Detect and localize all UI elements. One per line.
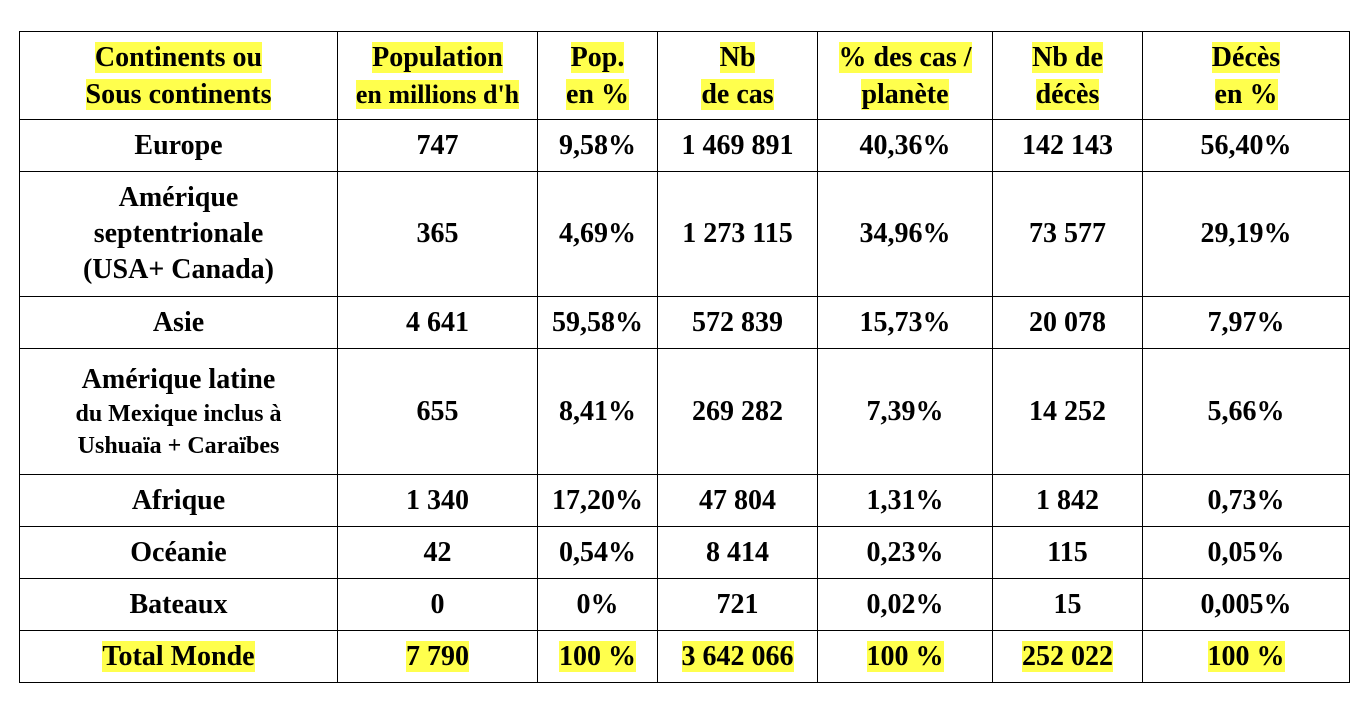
deaths-cell: 14 252 [993,349,1143,475]
header-pop-pct-line1: Pop. [570,41,625,73]
header-continents [20,32,338,120]
region-cell [20,120,338,172]
region-label-line2: septentrionale [93,218,264,249]
cases-cell: 1 469 891 [658,120,818,172]
header-deaths-pct-line1: Décès [1211,41,1281,73]
cases-cell: 1 273 115 [658,172,818,297]
deaths-cell: 142 143 [993,120,1143,172]
cases-pct-cell: 1,31% [818,475,993,527]
region-label-line3: (USA+ Canada) [83,254,274,285]
total-cases: 3 642 066 [681,640,794,672]
cases-cell: 721 [658,579,818,631]
pop-pct-cell: 4,69% [538,172,658,297]
deaths-pct-cell: 29,19% [1143,172,1350,297]
header-cases [658,32,818,120]
deaths-cell: 115 [993,527,1143,579]
cases-pct-cell: 40,36% [818,120,993,172]
deaths-cell: 1 842 [993,475,1143,527]
header-population-line1: Population [372,41,503,73]
total-population-cell [338,631,538,683]
total-population: 7 790 [406,640,469,672]
deaths-pct-cell: 0,005% [1143,579,1350,631]
region-label-line2: du Mexique inclus à [75,400,282,427]
cases-pct-cell: 15,73% [818,297,993,349]
covid-stats-table [19,31,1350,683]
header-cases-pct-line1: % des cas / [838,41,972,73]
population-cell: 0 [338,579,538,631]
cases-pct-cell: 7,39% [818,349,993,475]
region-cell [20,579,338,631]
region-label: Afrique [131,484,226,516]
deaths-pct-cell: 0,73% [1143,475,1350,527]
deaths-cell: 73 577 [993,172,1143,297]
region-label-line1: Amérique latine [81,363,276,395]
deaths-pct-cell: 0,05% [1143,527,1350,579]
total-pop-pct: 100 % [559,640,636,672]
pop-pct-cell: 17,20% [538,475,658,527]
region-cell [20,527,338,579]
region-cell [20,349,338,475]
table-row-latin-america [20,349,1350,475]
header-deaths-pct-line2: en % [1214,78,1278,110]
population-cell: 655 [338,349,538,475]
region-cell [20,475,338,527]
pop-pct-cell: 59,58% [538,297,658,349]
total-cases-pct-cell [818,631,993,683]
header-deaths-line1: Nb de [1032,41,1103,73]
deaths-pct-cell: 5,66% [1143,349,1350,475]
deaths-cell: 20 078 [993,297,1143,349]
header-pop-pct [538,32,658,120]
total-cases-cell [658,631,818,683]
pop-pct-cell: 0,54% [538,527,658,579]
population-cell: 365 [338,172,538,297]
pop-pct-cell: 9,58% [538,120,658,172]
table-row-asia [20,297,1350,349]
region-label: Europe [134,129,223,161]
header-deaths-pct [1143,32,1350,120]
header-deaths [993,32,1143,120]
header-continents-line1: Continents ou [94,41,263,73]
region-label: Océanie [130,536,227,568]
cases-cell: 269 282 [658,349,818,475]
total-label-cell [20,631,338,683]
table-row-total [20,631,1350,683]
header-cases-pct-line2: planète [861,78,949,110]
table-row-africa [20,475,1350,527]
cases-pct-cell: 34,96% [818,172,993,297]
deaths-pct-cell: 7,97% [1143,297,1350,349]
total-deaths-pct-cell [1143,631,1350,683]
population-cell: 747 [338,120,538,172]
table-row-oceania [20,527,1350,579]
table-row-europe [20,120,1350,172]
cases-pct-cell: 0,02% [818,579,993,631]
header-cases-line2: de cas [701,78,774,110]
region-cell [20,172,338,297]
cases-pct-cell: 0,23% [818,527,993,579]
region-label: Bateaux [129,588,228,620]
total-deaths: 252 022 [1022,640,1113,672]
deaths-pct-cell: 56,40% [1143,120,1350,172]
region-cell [20,297,338,349]
region-label-line3: Ushuaïa + Caraïbes [77,432,280,459]
header-cases-line1: Nb [719,41,756,73]
region-label-line1: Amérique [118,182,239,213]
total-pop-pct-cell [538,631,658,683]
population-cell: 42 [338,527,538,579]
header-cases-pct [818,32,993,120]
header-population [338,32,538,120]
population-cell: 4 641 [338,297,538,349]
pop-pct-cell: 8,41% [538,349,658,475]
header-deaths-line2: décès [1035,78,1100,110]
population-cell: 1 340 [338,475,538,527]
table-row-north-america [20,172,1350,297]
total-deaths-pct: 100 % [1207,640,1285,672]
cases-cell: 47 804 [658,475,818,527]
header-continents-line2: Sous continents [85,78,272,110]
total-deaths-cell [993,631,1143,683]
cases-cell: 8 414 [658,527,818,579]
header-row [20,32,1350,120]
total-label: Total Monde [102,640,255,672]
cases-cell: 572 839 [658,297,818,349]
region-label: Asie [152,306,205,338]
table-row-boats [20,579,1350,631]
total-cases-pct: 100 % [866,640,944,672]
pop-pct-cell: 0% [538,579,658,631]
header-population-line2: en millions d'h [355,79,520,109]
deaths-cell: 15 [993,579,1143,631]
header-pop-pct-line2: en % [566,78,629,110]
